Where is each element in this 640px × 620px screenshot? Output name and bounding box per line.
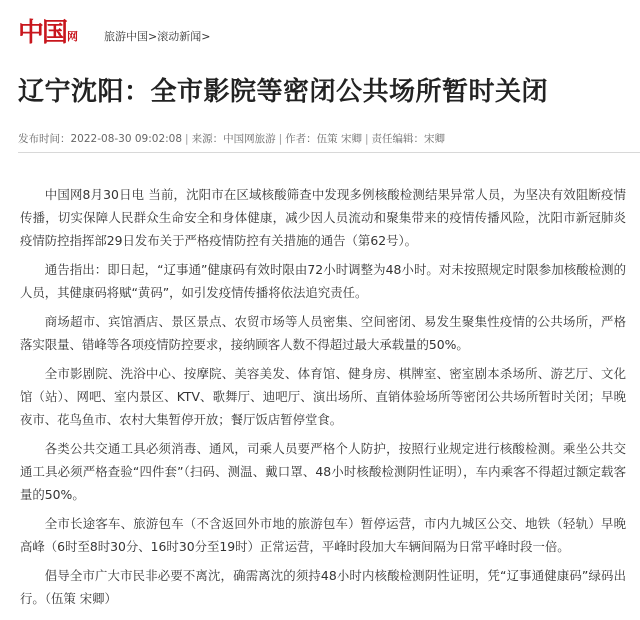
author-label: 作者： [285, 133, 317, 145]
article-paragraph: 中国网8月30日电 当前，沈阳市在区域核酸筛查中发现多例核酸检测结果异常人员，为坚决有效阻断疫情传播，切实保障人民群众生命安全和身体健康，减少因人员流动和聚集带来的疫情传播风险，沈阳市新冠肺炎疫情防控指挥部29日发布关于严格疫情防控有关措施的通告（第62号）。 [20, 187, 626, 248]
meta-separator: | [185, 132, 189, 145]
site-logo[interactable] [18, 14, 78, 48]
source-value: 中国网旅游 [223, 133, 276, 145]
meta-separator: | [364, 132, 369, 145]
article-title: 辽宁沈阳：全市影院等密闭公共场所暂时关闭 [18, 77, 549, 107]
article-paragraph: 全市影剧院、洗浴中心、按摩院、美容美发、体育馆、健身房、棋牌室、密室剧本杀场所、游艺厅、文化馆（站）、网吧、室内景区、KTV、歌舞厅、迪吧厅、演出场所、直销体验场所等密闭公共场所暂时关闭；早晚夜市、花鸟鱼市、农村大集暂停开放；餐厅饭店暂停堂食。 [20, 366, 626, 427]
article-paragraph: 各类公共交通工具必须消毒、通风，司乘人员要严格个人防护，按照行业规定进行核酸检测。乘坐公共交通工具必须严格查验“四件套”（扫码、测温、戴口罩、48小时核酸检测阴性证明），车内乘客不得超过额定载客量的50%。 [20, 441, 626, 502]
breadcrumb-separator: > [148, 29, 158, 43]
source-label: 来源： [191, 133, 224, 145]
article-paragraph: 商场超市、宾馆酒店、景区景点、农贸市场等人员密集、空间密闭、易发生聚集性疫情的公共场所，严格落实限量、错峰等各项疫情防控要求，接纳顾客人数不得超过最大承载量的50%。 [20, 314, 626, 352]
breadcrumb [104, 28, 210, 44]
article-paragraph: 通告指出：即日起，“辽事通”健康码有效时限由72小时调整为48小时。对未按照规定时限参加核酸检测的人员，其健康码将赋“黄码”，如引发疫情传播将依法追究责任。 [20, 262, 626, 300]
publish-time-label: 发布时间： [18, 133, 71, 145]
breadcrumb-separator: > [201, 29, 211, 43]
breadcrumb-link-travel-china[interactable]: 旅游中国 [104, 30, 148, 43]
logo-text: 中国 [18, 18, 67, 48]
editor-label: 责任编辑： [371, 133, 425, 145]
article-paragraph: 全市长途客车、旅游包车（不含返回外市地的旅游包车）暂停运营，市内九城区公交、地铁（轻轨）早晚高峰（6时至8时30分、16时30分至19时）正常运营，平峰时段加大车辆间隔为日常平峰时段一倍。 [20, 516, 626, 554]
logo-suffix: 网 [67, 30, 79, 43]
author-value: 伍策 宋卿 [316, 133, 362, 145]
article-meta [18, 131, 445, 146]
editor-value: 宋卿 [424, 133, 446, 145]
breadcrumb-link-rolling-news[interactable]: 滚动新闻 [157, 30, 202, 43]
article-paragraph: 倡导全市广大市民非必要不离沈，确需离沈的须持48小时内核酸检测阴性证明，凭“辽事通健康码”绿码出行。（伍策 宋卿） [20, 568, 626, 606]
publish-time-value: 2022-08-30 09:02:08 [70, 132, 183, 145]
meta-separator: | [278, 132, 283, 145]
article-body [20, 183, 626, 616]
meta-divider [18, 152, 640, 153]
site-header [0, 0, 640, 60]
